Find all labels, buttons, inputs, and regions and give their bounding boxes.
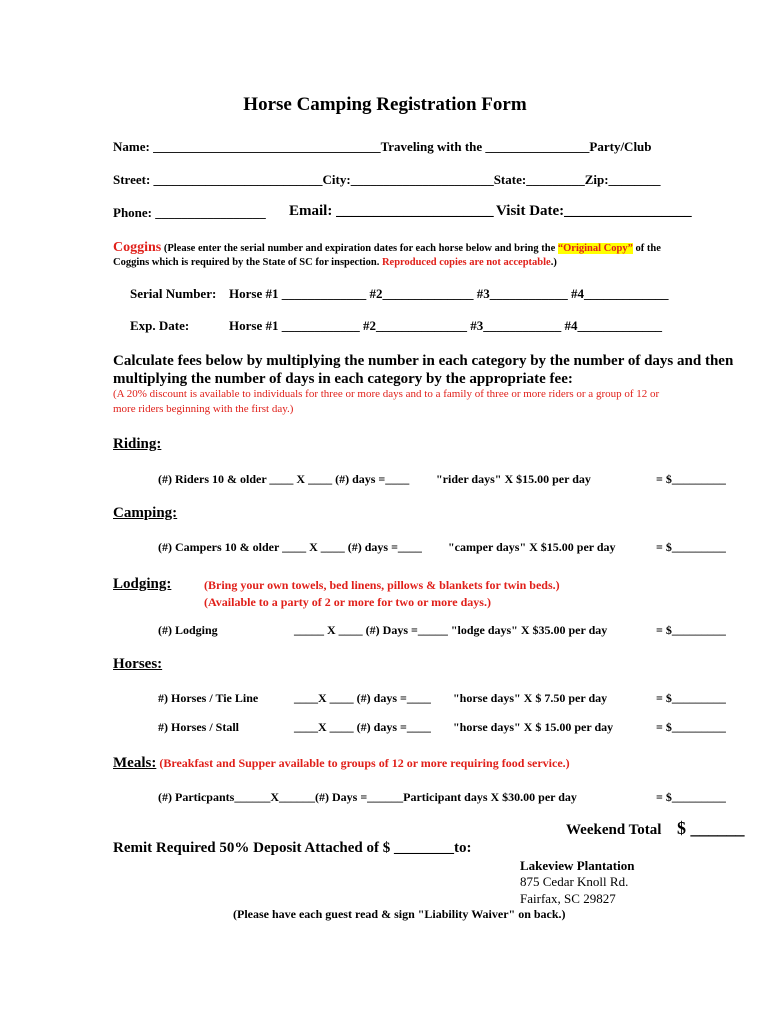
address-street: 875 Cedar Knoll Rd. <box>520 874 629 889</box>
coggins-label: Coggins <box>113 240 162 255</box>
lodging-heading: Lodging: <box>113 576 172 592</box>
visit-date-field[interactable]: Visit Date:_________________ <box>496 203 692 219</box>
address-city: Fairfax, SC 29827 <box>520 891 616 906</box>
meals-row[interactable]: (#) Particpants______X______(#) Days =______Participant days X $30.00 per day <box>158 790 577 804</box>
meals-note: (Breakfast and Supper available to groups of 12 or more requiring food service.) <box>156 756 570 770</box>
coggins-text: (Please enter the serial number and expiration dates for each horse below and bring the <box>161 243 558 254</box>
lodging-note-2: (Available to a party of 2 or more for two or more days.) <box>204 595 491 609</box>
coggins-text-close: .) <box>550 257 557 268</box>
address-name: Lakeview Plantation <box>520 858 635 873</box>
meals-total[interactable]: = $_________ <box>656 790 726 804</box>
original-copy-highlight: “Original Copy” <box>557 243 633 254</box>
coggins-text-2: Coggins which is required by the State of SC for inspection. <box>113 257 382 268</box>
tie-line-row[interactable]: ____X ____ (#) days =____ <box>294 691 431 705</box>
horses-heading: Horses: <box>113 656 163 672</box>
coggins-text-end: of the <box>632 243 661 254</box>
riding-heading: Riding: <box>113 436 162 452</box>
weekend-total-label: Weekend Total <box>566 822 662 838</box>
riders-rate: "rider days" X $15.00 per day <box>436 472 591 486</box>
email-field[interactable]: Email: _____________________ <box>289 203 494 219</box>
stall-row[interactable]: ____X ____ (#) days =____ <box>294 720 431 734</box>
tie-line-rate: "horse days" X $ 7.50 per day <box>453 691 608 705</box>
calc-heading-2: multiplying the number of days in each category by the appropriate fee: <box>113 371 573 387</box>
riders-row[interactable]: (#) Riders 10 & older ____ X ____ (#) days =____ <box>158 472 410 486</box>
stall-total[interactable]: = $_________ <box>656 720 726 734</box>
serial-number-fields[interactable]: Horse #1 _____________ #2______________ #3____________ #4_____________ <box>229 286 669 301</box>
weekend-total-field[interactable]: $ ______ <box>677 818 745 838</box>
campers-row[interactable]: (#) Campers 10 & older ____ X ____ (#) days =____ <box>158 540 422 554</box>
campers-total[interactable]: = $_________ <box>656 540 726 554</box>
lodging-total[interactable]: = $_________ <box>656 623 726 637</box>
exp-date-label: Exp. Date: <box>130 318 190 333</box>
riders-total[interactable]: = $_________ <box>656 472 726 486</box>
discount-note-1: (A 20% discount is available to individuals for three or more days and to a family of three or more riders or a group of 12 or <box>113 388 660 400</box>
stall-label: #) Horses / Stall <box>158 720 239 734</box>
name-party-line[interactable]: Name: ___________________________________Traveling with the ________________Party/Club <box>113 139 652 154</box>
campers-rate: "camper days" X $15.00 per day <box>448 540 616 554</box>
page-title: Horse Camping Registration Form <box>243 94 527 115</box>
reproduced-warning: Reproduced copies are not acceptable <box>381 257 551 268</box>
discount-note-2: more riders beginning with the first day.) <box>113 403 294 415</box>
waiver-note: (Please have each guest read & sign "Liability Waiver" on back.) <box>233 907 566 921</box>
lodging-row-label: (#) Lodging <box>158 623 218 637</box>
coggins-instructions-2 <box>113 257 557 268</box>
meals-line <box>113 755 570 772</box>
calc-heading-1: Calculate fees below by multiplying the number in each category by the number of days and then <box>113 353 734 369</box>
phone-field[interactable]: Phone: _________________ <box>113 205 266 220</box>
tie-line-total[interactable]: = $_________ <box>656 691 726 705</box>
coggins-instructions <box>113 240 661 256</box>
stall-rate: "horse days" X $ 15.00 per day <box>453 720 614 734</box>
address-line[interactable]: Street: __________________________City:______________________State:_________Zip:________ <box>113 172 661 187</box>
exp-date-fields[interactable]: Horse #1 ____________ #2______________ #3____________ #4_____________ <box>229 318 662 333</box>
remit-deposit-line[interactable]: Remit Required 50% Deposit Attached of $ ________to: <box>113 840 472 856</box>
camping-heading: Camping: <box>113 505 178 521</box>
meals-heading: Meals: <box>113 755 157 771</box>
serial-number-label: Serial Number: <box>130 286 217 301</box>
tie-line-label: #) Horses / Tie Line <box>158 691 259 705</box>
lodging-note-1: (Bring your own towels, bed linens, pillows & blankets for twin beds.) <box>204 578 560 592</box>
lodging-row[interactable]: _____ X ____ (#) Days =_____ "lodge days" X $35.00 per day <box>294 623 608 637</box>
